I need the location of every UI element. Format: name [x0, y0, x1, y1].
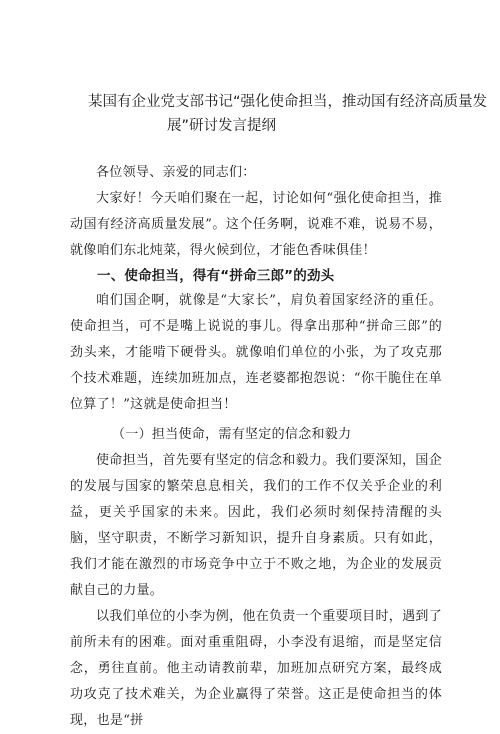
intro-paragraph: 大家好！今天咱们聚在一起，讨论如何“强化使命担当，推动国有经济高质量发展”。这个任务啊，说难不难，说易不易，就像咱们东北炖菜，得火候到位，才能色香味俱佳！: [70, 191, 442, 258]
section-1-heading: 一、使命担当，得有“拼命三郎”的劲头: [97, 268, 335, 284]
document-title: [70, 90, 488, 138]
title-line-2: 展”研讨发言提纲: [167, 118, 277, 134]
greeting: 各位领导、亲爱的同志们：: [96, 165, 256, 180]
title-line-1: 某国有企业党支部书记“强化使命担当，推动国有经济高质量发: [88, 94, 488, 110]
subsection-1-paragraph-1: 使命担当，首先要有坚定的信念和毅力。我们要深知，国企的发展与国家的繁荣息息相关，我们的工作不仅关乎企业的利益，更关乎国家的未来。因此，我们必须时刻保持清醒的头脑，坚守职责，不断学习新知识，提升自身素质。只有如此，我们才能在激烈的市场竞争中立于不败之地，为企业的发展贡献自己的力量。: [70, 453, 442, 598]
section-1-paragraph: 咱们国企啊，就像是“大家长”，肩负着国家经济的重任。使命担当，可不是嘴上说说的事儿。得拿出那种“拼命三郎”的劲头来，才能啃下硬骨头。就像咱们单位的小张，为了攻克那个技术难题，连续加班加点，连老婆都抱怨说：“你干脆住在单位算了！”这就是使命担当！: [70, 293, 442, 412]
subsection-1-paragraph-2: 以我们单位的小李为例，他在负责一个重要项目时，遇到了前所未有的困难。面对重重阻碍，小李没有退缩，而是坚定信念，勇往直前。他主动请教前辈，加班加点研究方案，最终成功攻克了技术难关，为企业赢得了荣誉。这正是使命担当的体现，也是“拼: [70, 609, 442, 728]
document-body: [70, 160, 442, 734]
subsection-1-heading: （一）担当使命，需有坚定的信念和毅力: [112, 427, 352, 442]
